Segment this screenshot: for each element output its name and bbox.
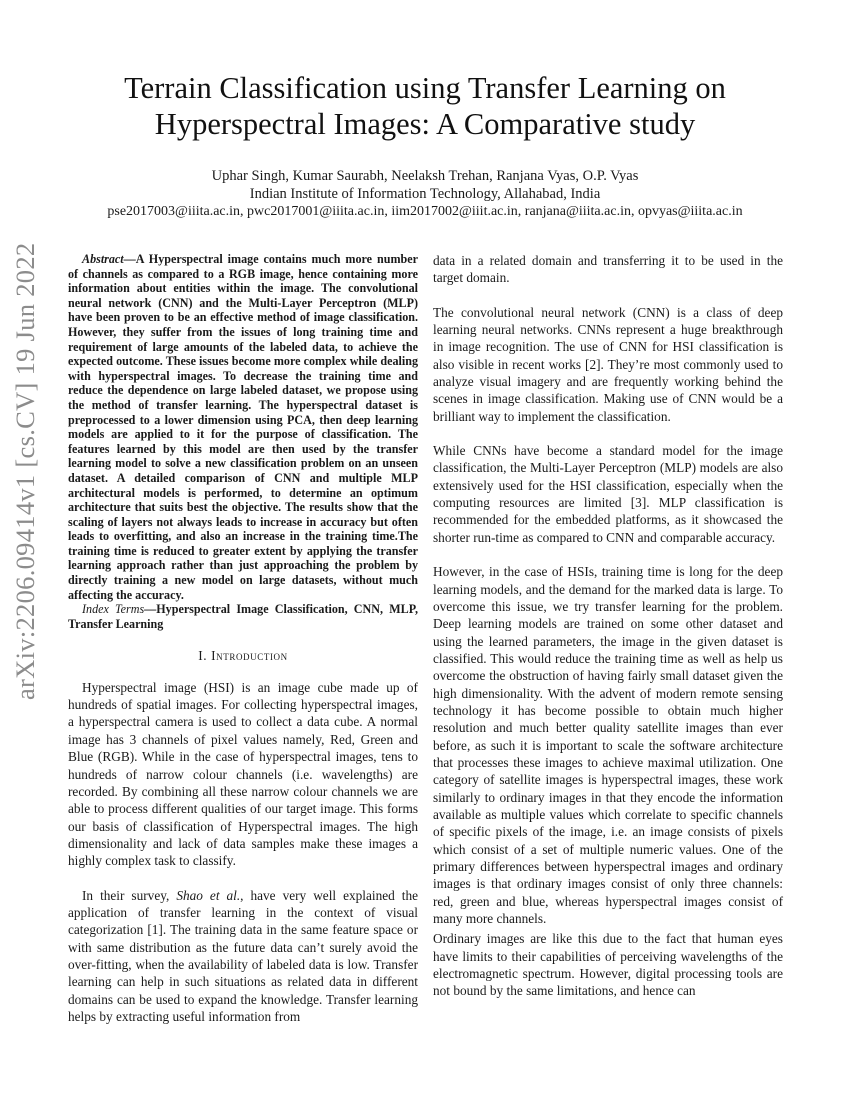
- right-paragraph-ordinary-images: Ordinary images are like this due to the fact that human eyes have limits to their capabilities of perceiving wavelengths of the electromagnetic spectrum. However, digital processing tools are not bound by the same limitations, and hence can: [433, 931, 783, 999]
- right-paragraph-cnn: The convolutional neural network (CNN) is a class of deep learning neural networks. CNNs represent a huge breakthrough in image recognition. The use of CNN for HSI classification is also visible in recent works [2]. They’re most commonly used to analyze visual imagery and are frequently working behind the scenes in image classification. Making use of CNN would be a brilliant way to implement the classification.: [433, 304, 783, 424]
- author-affiliation: Indian Institute of Information Technology, Allahabad, India: [249, 186, 601, 202]
- abstract-label: Abstract: [82, 252, 124, 266]
- abstract: [68, 252, 418, 602]
- intro-paragraph-2: [68, 887, 418, 1026]
- paper-title: [60, 70, 790, 142]
- right-paragraph-mlp: While CNNs have become a standard model for the image classification, the Multi-Layer Perceptron (MLP) models are also extensively used for the HSI classification, especially when the computing resources are limited [3]. MLP classification is recommended for the embedded platforms, as it showcased the shorter run-time as compared to CNN and comparable accuracy.: [433, 443, 783, 545]
- right-column: [433, 252, 783, 1000]
- citation-author: Shao et al.: [176, 887, 241, 903]
- author-list: Uphar Singh, Kumar Saurabh, Neelaksh Trehan, Ranjana Vyas, O.P. Vyas: [211, 168, 639, 184]
- paper-title-line-1: Terrain Classification using Transfer Learning on: [124, 71, 726, 105]
- author-emails: pse2017003@iiita.ac.in, pwc2017001@iiita.ac.in, iim2017002@iiit.ac.in, ranjana@iiita.ac.in, opvyas@iiita.ac.in: [107, 204, 743, 219]
- index-terms: [68, 602, 418, 631]
- intro-paragraph-1: Hyperspectral image (HSI) is an image cube made up of hundreds of spatial images. For collecting hyperspectral images, a hyperspectral camera is used to collect a data cube. A normal image has 3 channels of pixel values namely, Red, Green and Blue (RGB). While in the case of hyperspectral images, tens to hundreds of narrow colour channels (i.e. wavelengths) are recorded. By combining all these narrow colour channels we are able to process different qualities of our target image. This forms our basis of classification of Hyperspectral images. The high dimensionality and lack of data samples make these images a highly complex task to classify.: [68, 679, 418, 869]
- index-terms-text: —Hyperspectral Image Classification, CNN, MLP, Transfer Learning: [68, 602, 418, 631]
- index-terms-label: Index Terms: [82, 602, 145, 617]
- intro-paragraph-2-prefix: In their survey,: [82, 887, 177, 903]
- arxiv-identifier-stamp: arXiv:2206.09414v1 [cs.CV] 19 Jun 2022: [10, 242, 40, 700]
- abstract-text: —A Hyperspectral image contains much more number of channels as compared to a RGB image, hence containing more information about entities within the image. The convolutional neural network (CNN) and the Multi-Layer Perceptron (MLP) have been proven to be an effective method of image classification. However, they suffer from the issues of long training time and requirement of large amounts of the labeled data, to achieve the expected outcome. These issues become more complex while dealing with hyperspectral images. To decrease the training time and reduce the dependence on large labeled dataset, we propose using the method of transfer learning. The hyperspectral dataset is preprocessed to a lower dimension using PCA, then deep learning models are applied to it for the purpose of classification. The features learned by this model are then used by the transfer learning model to solve a new classification problem on an unseen dataset. A detailed comparison of CNN and multiple MLP architectural models is performed, to determine an optimum architecture that suits best the objective. The results show that the scaling of layers not always leads to increase in accuracy but often leads to overfitting, and also an increase in the training time.The training time is reduced to greater extent by applying the transfer learning approach rather than just approaching the problem by directly training a new model on large datasets, without much affecting the accuracy.: [68, 252, 418, 602]
- intro-paragraph-2-rest: , have very well explained the application of transfer learning in the context of visual categorization [1]. The training data in the same feature space or with same distribution as the future data can’t surely avoid the over-fitting, when the availability of labeled data is low. Transfer learning can help in such situations as related data in different domains can be used to expand the knowledge. Transfer learning helps by extracting useful information from: [68, 887, 418, 1024]
- paper-title-line-2: Hyperspectral Images: A Comparative study: [154, 107, 696, 141]
- left-column: [68, 252, 418, 1025]
- right-paragraph-0: data in a related domain and transferring it to be used in the target domain.: [433, 253, 783, 286]
- section-heading-introduction: I. Introduction: [198, 648, 288, 664]
- right-paragraph-transfer: However, in the case of HSIs, training time is long for the deep learning models, and the demand for the marked data is large. To overcome this issue, we try transfer learning for the problem. Deep learning models are trained on some other dataset and using the learned parameters, the image in the given dataset is classified. This would reduce the training time as well as help us overcome the obstruction of having fairly small dataset given the high dimensionality. With the advent of modern remote sensing technology it has become possible to obtain much higher resolution and much better quality satellite images than ever before, as such it is important to scale the software architecture that processes these images to achieve maximal utilization. One category of satellite images is hyperspectral images, these work similarly to ordinary images in that they encode the information available as multiple values which correlate to specific channels of specific pixels of the image, i.e. an image consists of pixels which consist of a set of multiple numeric values. One of the primary differences between hyperspectral images and ordinary images is that ordinary images consist of only three channels: red, green and blue, whereas hyperspectral images consist of many more channels.: [433, 564, 783, 927]
